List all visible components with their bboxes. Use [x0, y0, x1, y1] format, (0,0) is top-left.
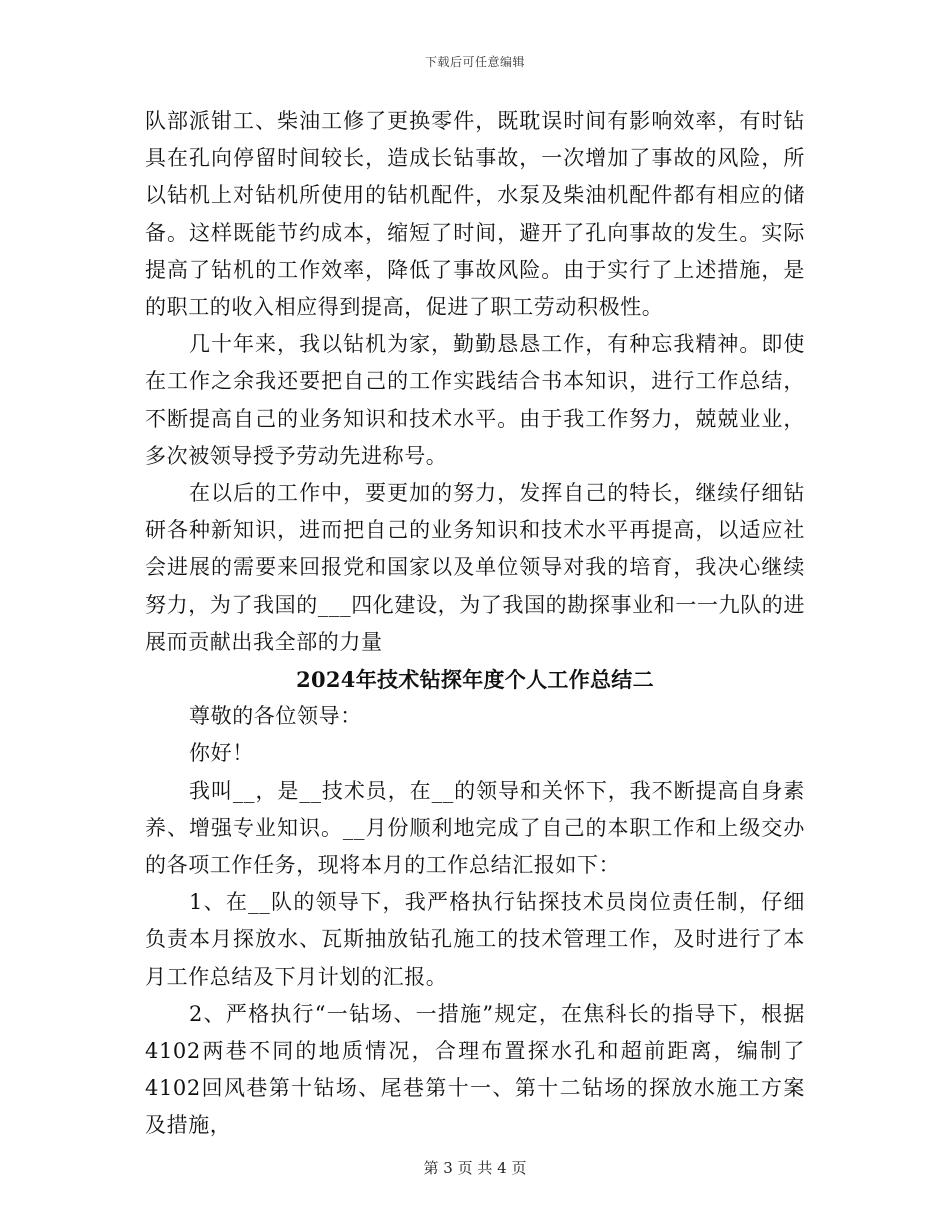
body-paragraph: 我叫__，是__技术员，在__的领导和关怀下，我不断提高自身素养、增强专业知识。__月份顺利地完成了自己的本职工作和上级交办的各项工作任务，现将本月的工作总结汇报如下： [145, 778, 805, 878]
salutation: 尊敬的各位领导： [189, 704, 362, 729]
body-paragraph: 队部派钳工、柴油工修了更换零件，既耽误时间有影响效率，有时钻具在孔向停留时间较长，造成长钻事故，一次增加了事故的风险，所以钻机上对钻机所使用的钻机配件，水泵及柴油机配件都有相应的储备。这样既能节约成本，缩短了时间，避开了孔向事故的发生。实际提高了钻机的工作效率，降低了事故风险。由于实行了上述措施，是的职工的收入相应得到提高，促进了职工劳动积极性。 [145, 109, 805, 320]
section-heading: 2024年技术钻探年度个人工作总结二 [296, 667, 654, 693]
body-paragraph: 几十年来，我以钻机为家，勤勤恳恳工作，有种忘我精神。即使在工作之余我还要把自己的工作实践结合书本知识，进行工作总结，不断提高自己的业务知识和技术水平。由于我工作努力，兢兢业业，多次被领导授予劳动先进称号。 [145, 332, 805, 468]
page-header: 下载后可任意编辑 [424, 55, 525, 69]
document-body [145, 103, 805, 1145]
greeting: 你好！ [189, 741, 254, 766]
body-paragraph: 2、严格执行“一钻场、一措施”规定，在焦科长的指导下，根据4102两巷不同的地质情况，合理布置探水孔和超前距离，编制了4102回风巷第十钻场、尾巷第十一、第十二钻场的探放水施工方案及措施， [145, 1001, 805, 1138]
body-paragraph: 1、在__队的领导下，我严格执行钻探技术员岗位责任制，仔细负责本月探放水、瓦斯抽放钻孔施工的技术管理工作，及时进行了本月工作总结及下月计划的汇报。 [145, 890, 805, 989]
page-footer: 第 3 页 共 4 页 [423, 1159, 527, 1177]
body-paragraph: 在以后的工作中，要更加的努力，发挥自己的特长，继续仔细钻研各种新知识，进而把自己的业务知识和技术水平再提高，以适应社会进展的需要来回报党和国家以及单位领导对我的培育，我决心继续努力，为了我国的___四化建设，为了我国的勘探事业和一一九队的进展而贡献出我全部的力量 [145, 481, 805, 654]
